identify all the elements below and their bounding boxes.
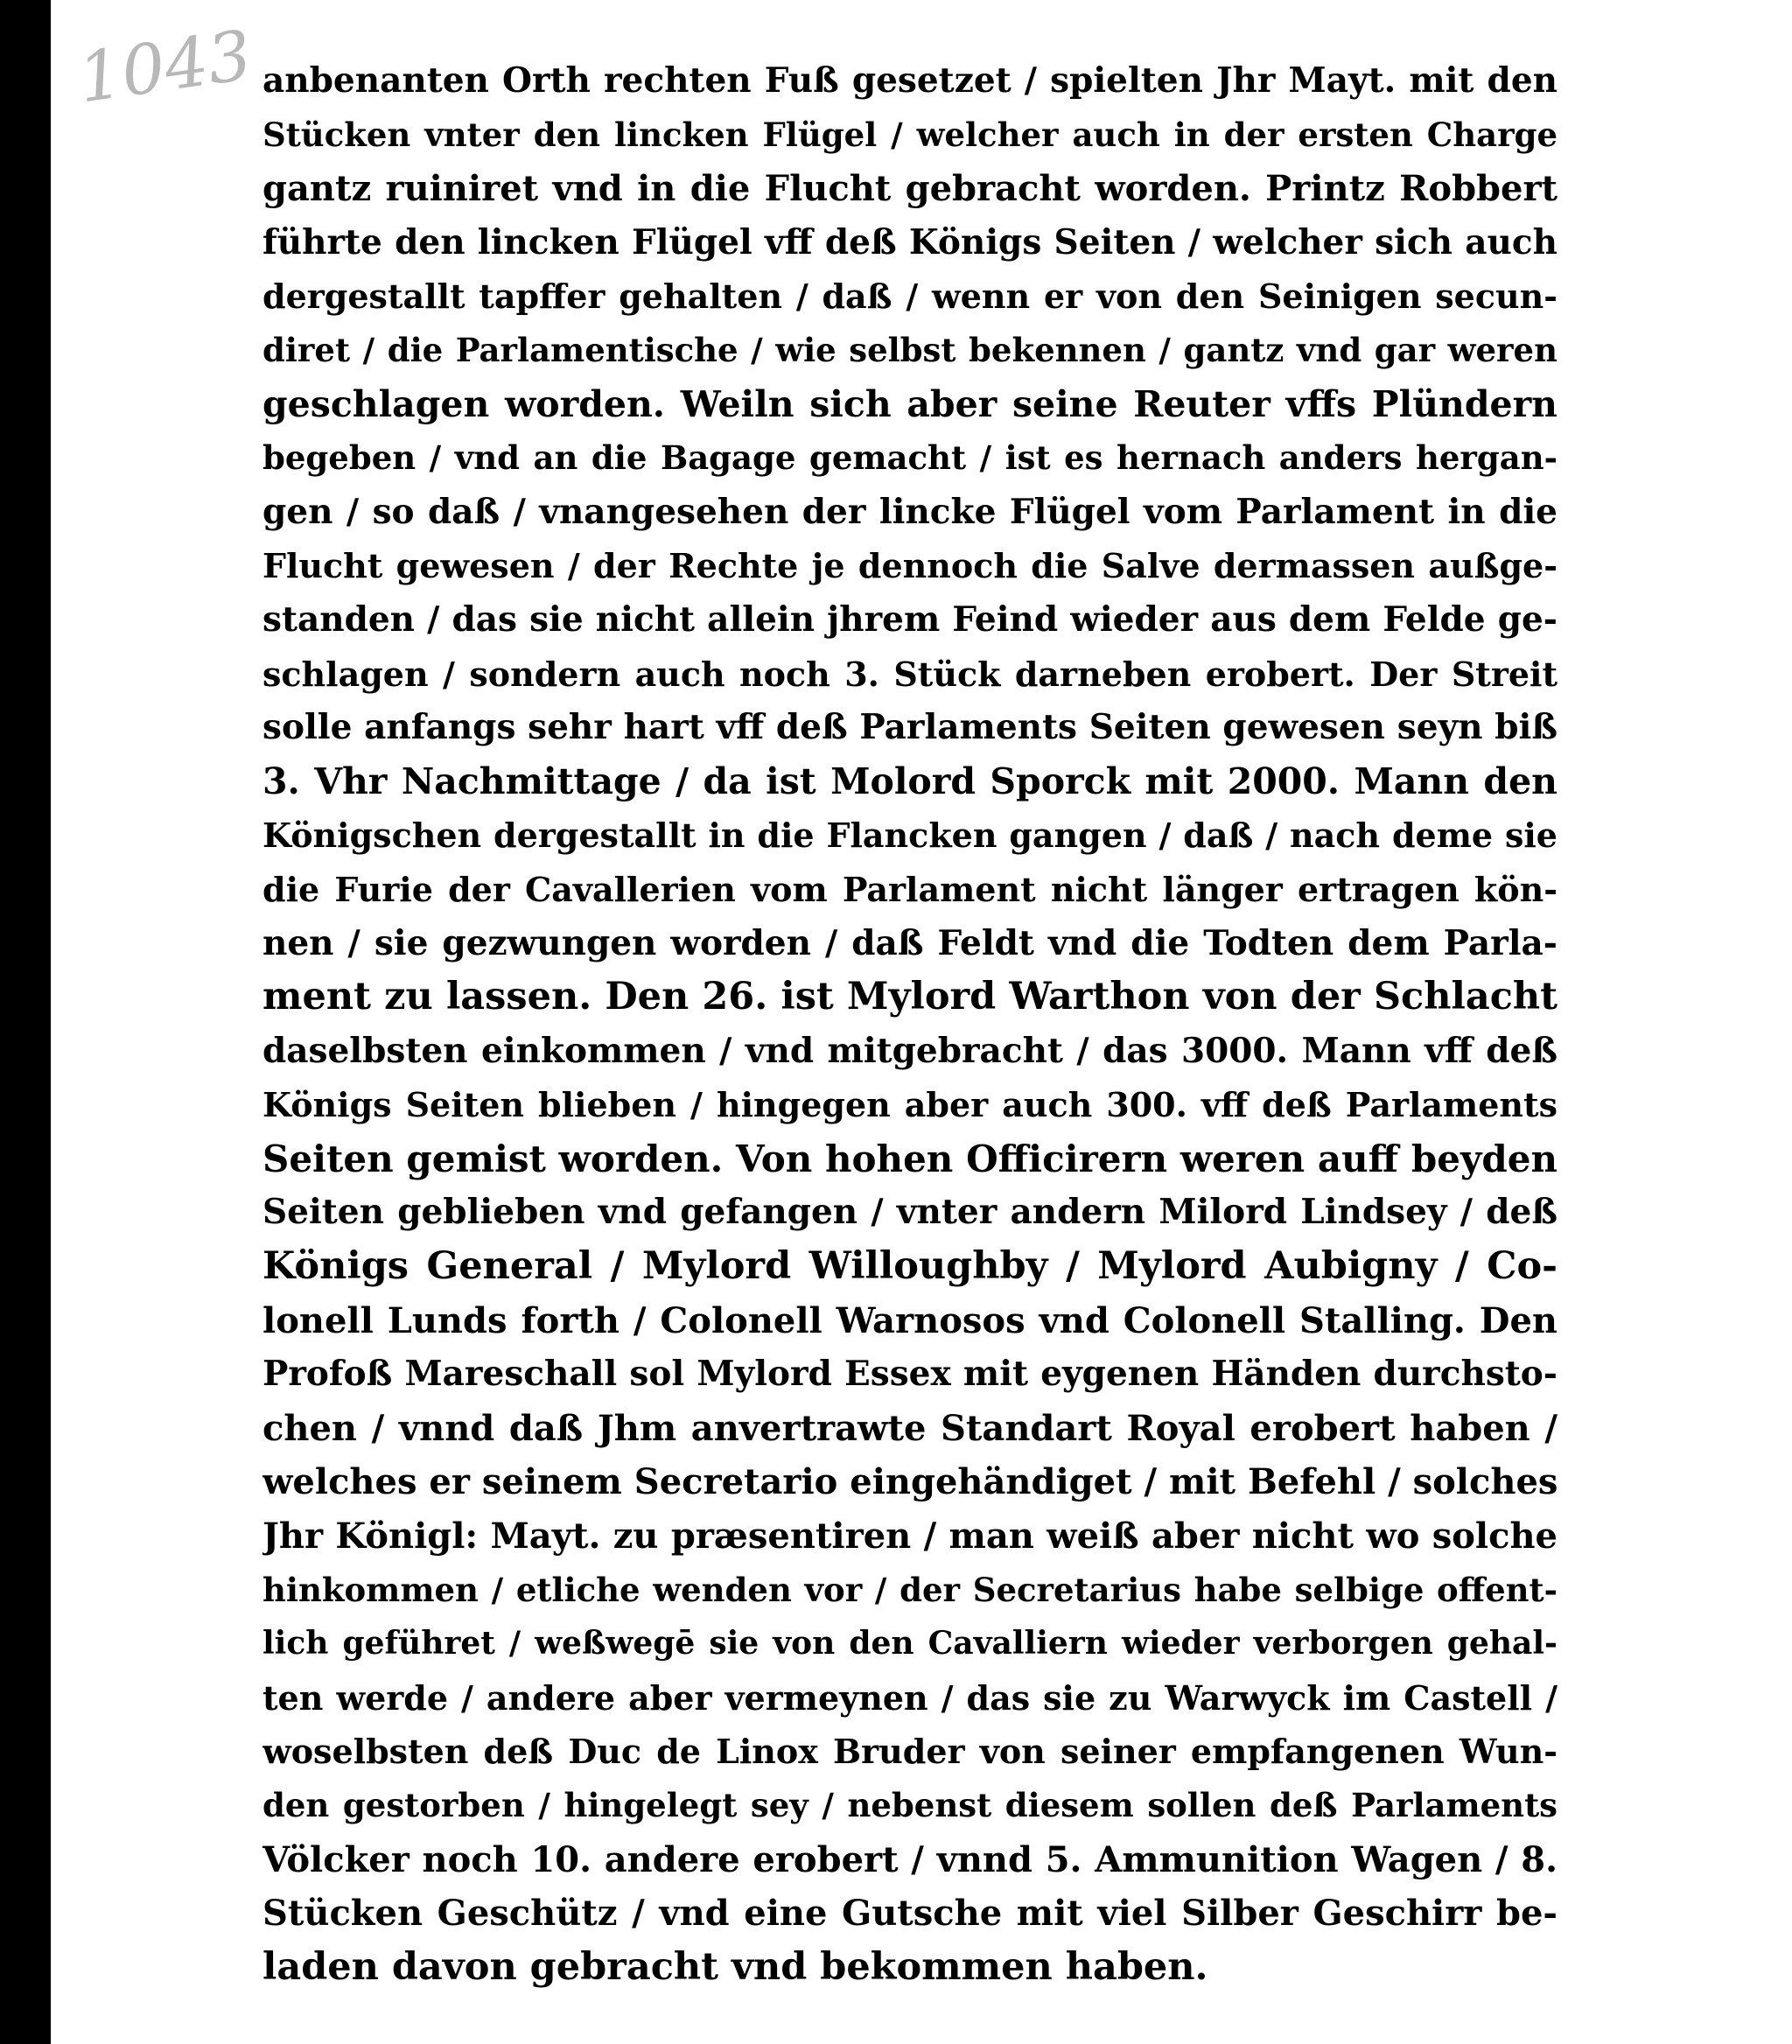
text-line: nen / sie gezwungen worden / daß Feldt vnd die Todten dem Parla- bbox=[262, 922, 1558, 963]
text-line: Stücken vnter den lincken Flügel / welcher auch in der ersten Charge bbox=[262, 115, 1558, 154]
text-line: gantz ruiniret vnd in die Flucht gebracht worden. Printz Robbert bbox=[262, 168, 1558, 210]
text-line: diret / die Parlamentische / wie selbst bekennen / gantz vnd gar weren bbox=[262, 330, 1558, 369]
text-line: dergestallt tapffer gehalten / daß / wenn er von den Seinigen secun- bbox=[262, 276, 1558, 317]
text-line: Seiten geblieben vnd gefangen / vnter andern Milord Lindsey / deß bbox=[262, 1192, 1558, 1233]
text-line: hinkommen / etliche wenden vor / der Secretarius habe selbige offent- bbox=[262, 1570, 1558, 1609]
handwritten-margin-note: 1043 bbox=[73, 16, 257, 119]
text-line: woselbsten deß Duc de Linox Bruder von seiner empfangenen Wun- bbox=[262, 1732, 1558, 1772]
text-line: anbenanten Orth rechten Fuß gesetzet / spielten Jhr Mayt. mit den bbox=[262, 60, 1558, 101]
text-line: daselbsten einkommen / vnd mitgebracht / das 3000. Mann vff deß bbox=[262, 1030, 1558, 1071]
text-line: Seiten gemist worden. Von hohen Officirern weren auff beyden bbox=[262, 1137, 1558, 1180]
text-line: schlagen / sondern auch noch 3. Stück darneben erobert. Der Streit bbox=[262, 654, 1558, 694]
text-line: gen / so daß / vnangesehen der lincke Flügel vom Parlament in die bbox=[262, 491, 1558, 532]
text-line: Königschen dergestallt in die Flancken gangen / daß / nach deme sie bbox=[262, 816, 1558, 856]
text-line: Jhr Königl: Mayt. zu præsentiren / man weiß aber nicht wo solche bbox=[262, 1516, 1558, 1558]
text-line: begeben / vnd an die Bagage gemacht / ist es hernach anders hergan- bbox=[262, 438, 1558, 478]
text-line: 3. Vhr Nachmittage / da ist Molord Sporck mit 2000. Mann den bbox=[262, 760, 1558, 802]
text-line: solle anfangs sehr hart vff deß Parlaments Seiten gewesen seyn biß bbox=[262, 707, 1558, 748]
text-line: den gestorben / hingelegt sey / nebenst diesem sollen deß Parlaments bbox=[262, 1786, 1558, 1824]
text-line: Königs Seiten blieben / hingegen aber auch 300. vff deß Parlaments bbox=[262, 1085, 1558, 1125]
text-line: chen / vnnd daß Jhm anvertrawte Standart Royal erobert haben / bbox=[262, 1407, 1558, 1449]
scan-edge-bar bbox=[0, 0, 51, 2044]
text-line: ment zu lassen. Den 26. ist Mylord Warthon von der Schlacht bbox=[262, 975, 1558, 1019]
text-line: die Furie der Cavallerien vom Parlament nicht länger ertragen kön- bbox=[262, 869, 1558, 909]
text-line: geschlagen worden. Weiln sich aber seine Reuter vffs Plündern bbox=[262, 382, 1558, 425]
text-line: lonell Lunds forth / Colonell Warnosos vnd Colonell Stalling. Den bbox=[262, 1299, 1558, 1341]
document-page-text bbox=[262, 54, 1558, 2023]
text-line: Flucht gewesen / der Rechte je dennoch die Salve dermassen außge- bbox=[262, 546, 1558, 586]
text-line: laden davon gebracht vnd bekommen haben. bbox=[262, 1944, 1208, 1989]
text-line: standen / das sie nicht allein jhrem Feind wieder aus dem Felde ge- bbox=[262, 598, 1558, 640]
text-line: Völcker noch 10. andere erobert / vnnd 5. Ammunition Wagen / 8. bbox=[262, 1838, 1558, 1880]
text-line: ten werde / andere aber vermeynen / das sie zu Warwyck im Castell / bbox=[262, 1677, 1558, 1718]
text-line: Königs General / Mylord Willoughby / Mylord Aubigny / Co- bbox=[262, 1244, 1558, 1289]
text-line: lich geführet / weßwegē sie von den Cavalliern wieder verborgen gehal- bbox=[262, 1625, 1558, 1662]
text-line: Stücken Geschütz / vnd eine Gutsche mit viel Silber Geschirr be- bbox=[262, 1893, 1558, 1935]
text-line: führte den lincken Flügel vff deß Königs Seiten / welcher sich auch bbox=[262, 221, 1558, 262]
text-line: welches er seinem Secretario eingehändiget / mit Befehl / solches bbox=[262, 1461, 1558, 1503]
text-line: Profoß Mareschall sol Mylord Essex mit eygenen Händen durchsto- bbox=[262, 1354, 1558, 1395]
